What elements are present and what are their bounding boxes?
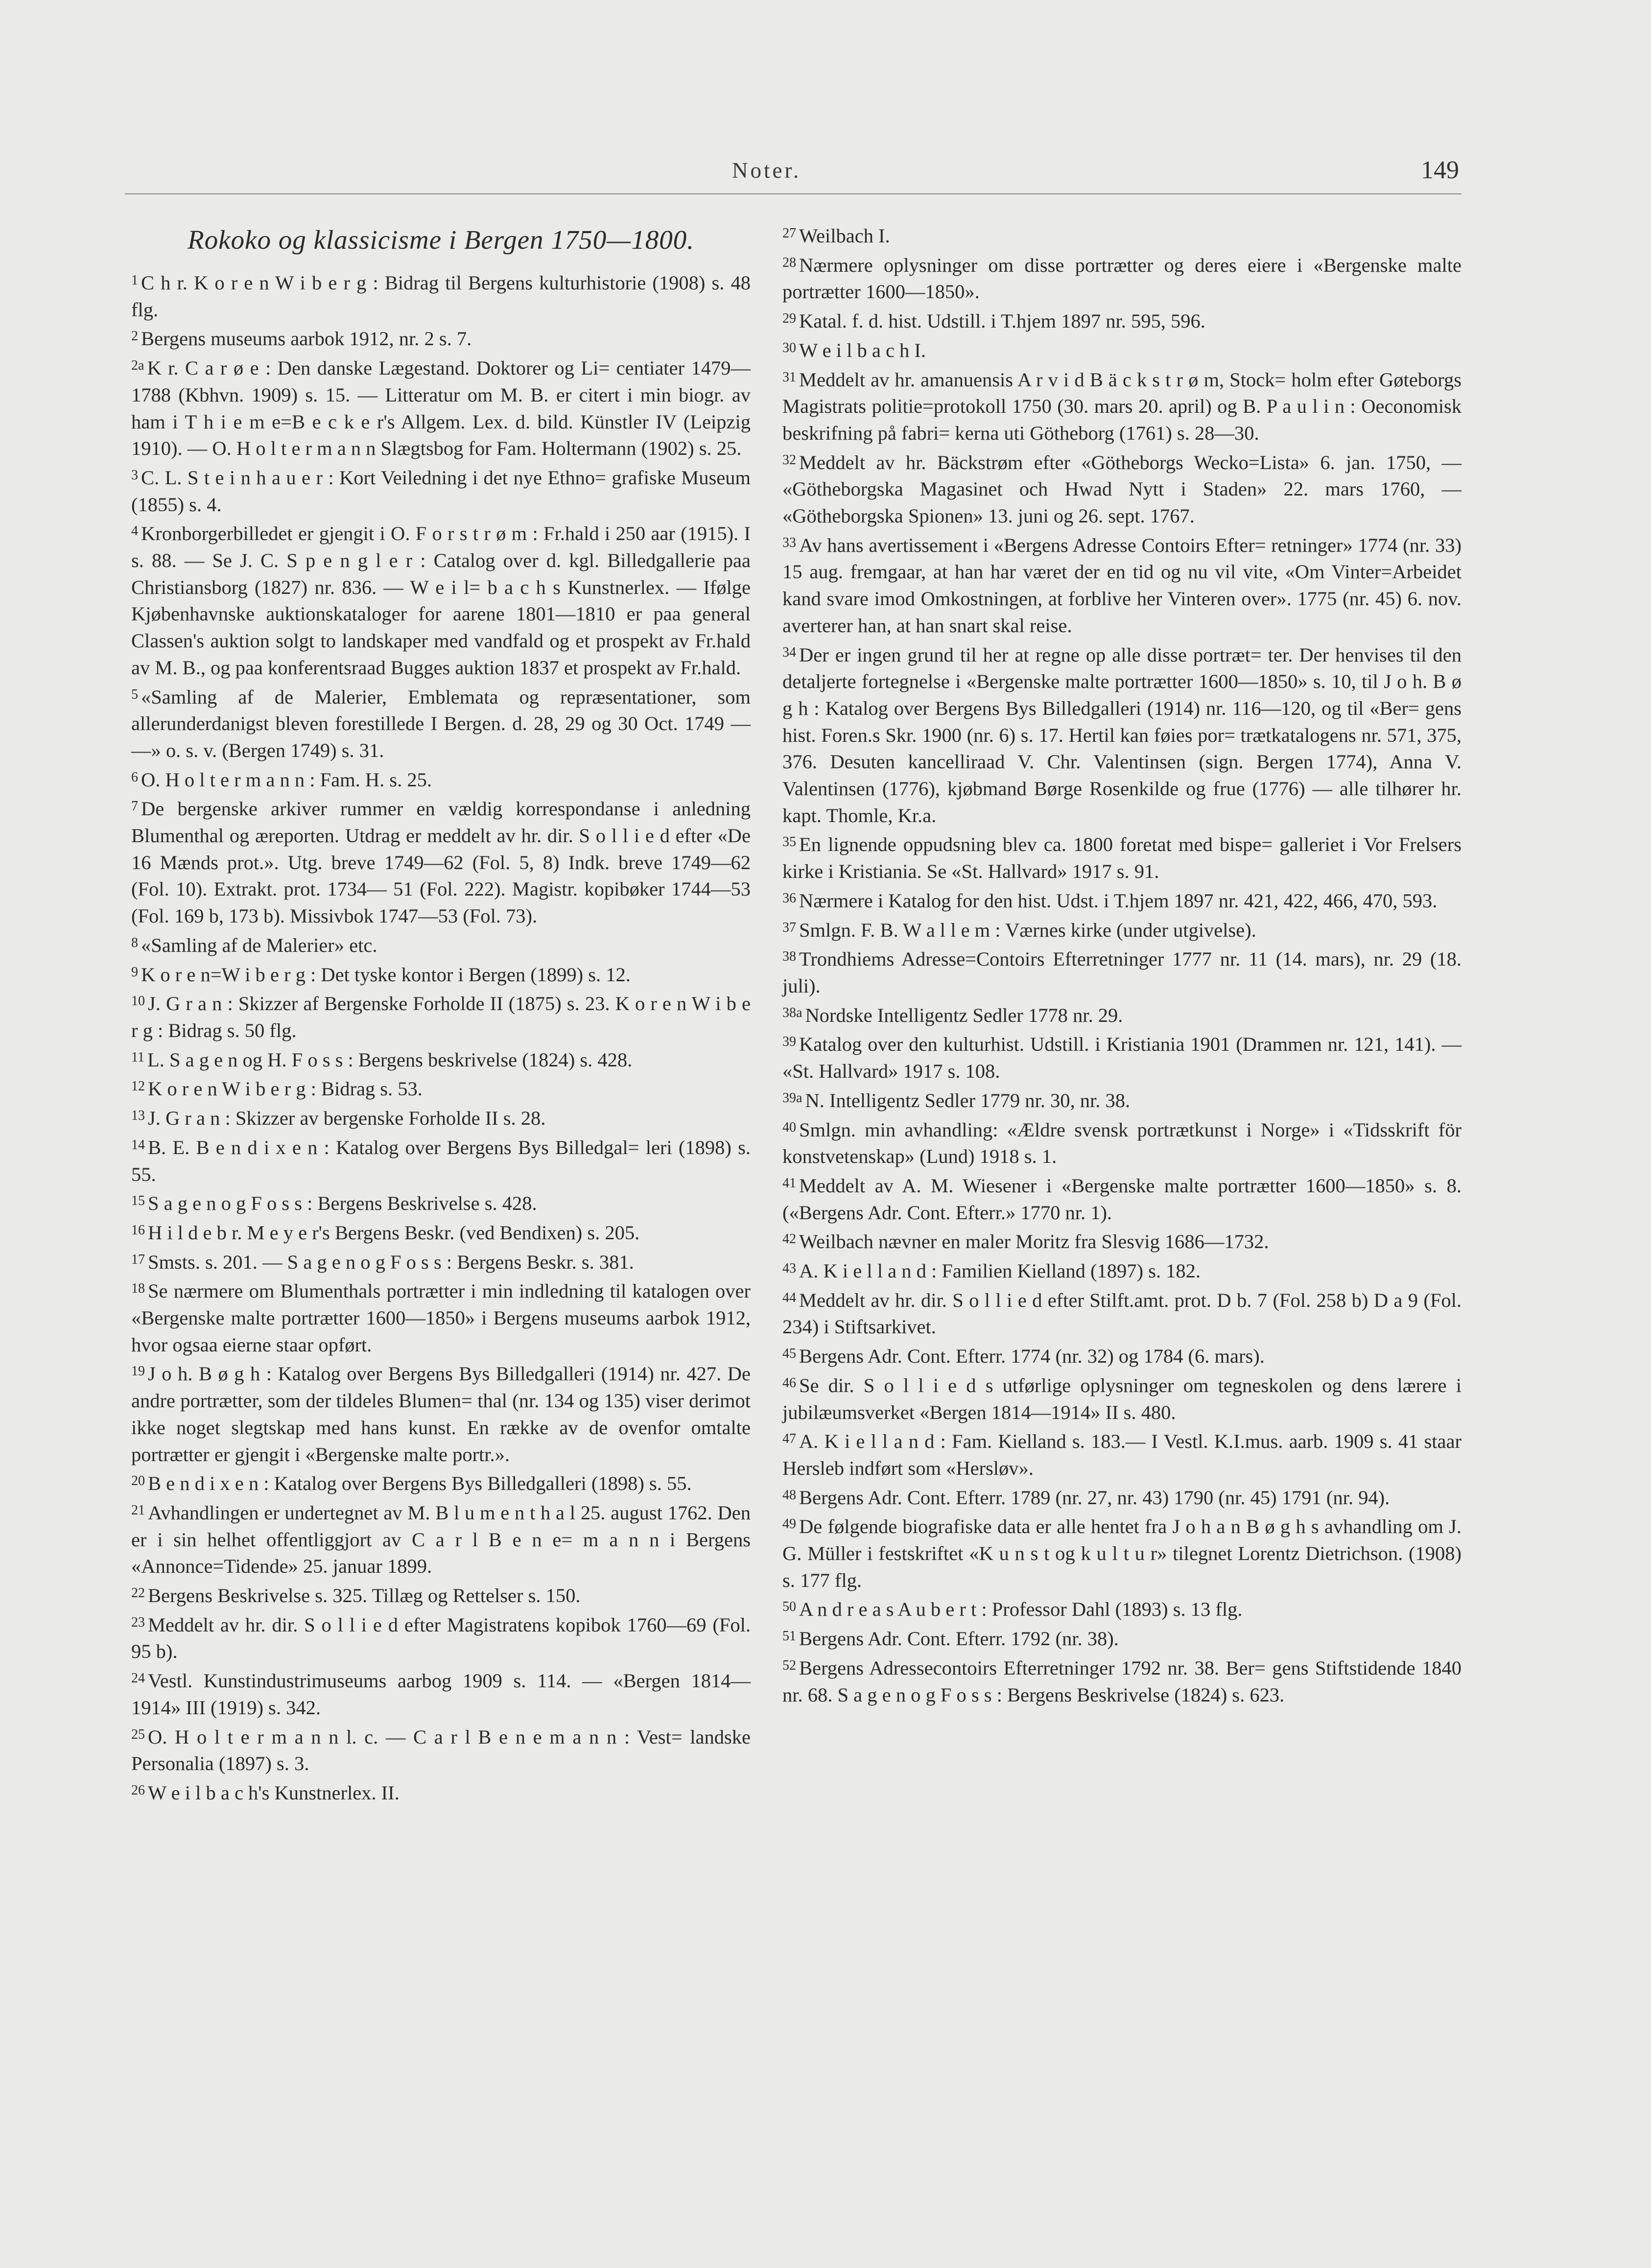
footnote-text: Kronborgerbilledet er gjengit i O. F o r s t r ø m : Fr.hald i 250 aar (1915). I s. 88. — Se J. C. S p e n g l e r : Catalog over d. kgl. Billedgallerie paa Christiansborg (1827) nr. 836. — W e i l= b a c h s Kunstnerlex. — Ifølge Kjøbenhavnske auktionskataloger for aarene 1801—1810 er paa general Classen's auktion solgt to landskaper med vandfald og et prospekt av Fr.hald av M. B., og paa konferentsraad Bugges auktion 1837 et prospekt av Fr.hald.: [131, 522, 751, 679]
page-number: 149: [1421, 156, 1459, 184]
footnote-text: C. L. S t e i n h a u e r : Kort Veiledning i det nye Ethno= grafiske Museum (1855) s. 4.: [131, 466, 751, 516]
footnote-number: 33: [782, 535, 796, 550]
footnote: [782, 1285, 1462, 1341]
footnote-number: 39: [782, 1034, 796, 1050]
footnote-text: Bergens Adr. Cont. Efterr. 1774 (nr. 32) og 1784 (6. mars).: [799, 1345, 1265, 1368]
footnote-number: 13: [131, 1108, 145, 1124]
footnote: [131, 930, 751, 959]
footnote: [782, 364, 1462, 447]
right-column: [782, 220, 1462, 1708]
footnote-text: K o r e n=W i b e r g : Det tyske kontor i Bergen (1899) s. 12.: [141, 963, 631, 986]
footnote-number: 36: [782, 890, 796, 906]
footnote-text: Bergens museums aarbok 1912, nr. 2 s. 7.: [141, 328, 472, 350]
footnote: [782, 335, 1462, 364]
footnote-text: B. E. B e n d i x e n : Katalog over Bergens Bys Billedgal= leri (1898) s. 55.: [131, 1136, 751, 1185]
footnote-text: Meddelt av hr. amanuensis A r v i d B ä c k s t r ø m, Stock= holm efter Gøteborgs Magistrats politie=protokoll 1750 (30. mars 20. april) og B. P a u l i n : Oeconomisk beskrifning på fabri= kerna uti Götheborg (1761) s. 28—30.: [782, 368, 1462, 444]
footnote-number: 28: [782, 255, 796, 270]
footnote: [782, 1482, 1462, 1512]
footnote: [782, 1511, 1462, 1594]
footnote-number: 42: [782, 1231, 796, 1247]
footnote: [782, 447, 1462, 530]
footnote-number: 39a: [782, 1090, 802, 1106]
footnote: [782, 250, 1462, 306]
footnote-text: J. G r a n : Skizzer af Bergenske Forholde II (1875) s. 23. K o r e n W i b e r g : Bidrag s. 50 flg.: [131, 992, 751, 1041]
footnote: [782, 829, 1462, 885]
footnote-number: 37: [782, 920, 796, 935]
footnote-text: Weilbach nævner en maler Moritz fra Slesvig 1686—1732.: [799, 1230, 1269, 1253]
footnote-number: 4: [131, 523, 138, 539]
footnote: [782, 944, 1462, 999]
footnote-number: 12: [131, 1079, 145, 1094]
footnote: [782, 1000, 1462, 1029]
footnote: [131, 1665, 751, 1721]
footnote-number: 25: [131, 1726, 145, 1742]
footnote-text: Meddelt av hr. dir. S o l l i e d efter Magistratens kopibok 1760—69 (Fol. 95 b).: [131, 1613, 751, 1663]
footnote-text: De følgende biografiske data er alle hentet fra J o h a n B ø g h s avhandling om J. G. Müller i festskriftet «K u n s t og k u l t u r» tilegnet Lorentz Dietrichson. (1908) s. 177 flg.: [782, 1515, 1462, 1591]
footnote-number: 48: [782, 1487, 796, 1503]
footnote-number: 23: [131, 1614, 145, 1630]
footnote-text: Nærmere oplysninger om disse portrætter og deres eiere i «Bergenske malte portrætter 1600—1850».: [782, 254, 1462, 303]
footnote-number: 38: [782, 949, 796, 965]
footnote: [782, 1370, 1462, 1426]
footnote-text: Trondhiems Adresse=Contoirs Efterretninger 1777 nr. 11 (14. mars), nr. 29 (18. juli).: [782, 948, 1462, 997]
footnote-number: 34: [782, 644, 796, 660]
footnote-text: J o h. B ø g h : Katalog over Bergens Bys Billedgalleri (1914) nr. 427. De andre portrætter, som der tildeles Blumen= thal (nr. 134 og 135) viser derimot ikke noget slegtskap med hans kunst. En række av de ovenfor omtalte portrætter er gjengit i «Bergenske malte portr.».: [131, 1363, 751, 1465]
footnote-text: C h r. K o r e n W i b e r g : Bidrag til Bergens kulturhistorie (1908) s. 48 flg.: [131, 272, 751, 321]
footnote-text: W e i l b a c h I.: [799, 339, 926, 361]
footnote-text: H i l d e b r. M e y e r's Bergens Beskr. (ved Bendixen) s. 205.: [148, 1221, 640, 1244]
footnote: [782, 1085, 1462, 1114]
footnote: [131, 1276, 751, 1358]
running-head: Noter.: [732, 158, 802, 183]
footnote-number: 29: [782, 311, 796, 327]
footnote: [131, 323, 751, 353]
footnote-text: Se nærmere om Blumenthals portrætter i min indledning til katalogen over «Bergenske malte portrætter 1600—1850» i Bergens museums aarbok 1912, hvor ogsaa eierne staar opført.: [131, 1280, 751, 1356]
footnote-number: 1: [131, 273, 138, 288]
footnote-number: 10: [131, 993, 145, 1009]
footnote-number: 26: [131, 1782, 145, 1798]
footnote-number: 15: [131, 1193, 145, 1209]
left-column: [131, 220, 751, 1807]
footnote-text: Avhandlingen er undertegnet av M. B l u m e n t h a l 25. august 1762. Den er i sin helhet offentliggjort av C a r l B e n e= m a n n i Bergens «Annonce=Tidende» 25. januar 1899.: [131, 1501, 751, 1578]
footnote-text: Av hans avertissement i «Bergens Adresse Contoirs Efter= retninger» 1774 (nr. 33) 15 aug. fremgaar, at han har været der en tid og nu vil vite, «Om Vinter=Arbeidet kand svare imod Omkostningen, at forblive her Vinteren over». 1775 (nr. 45) 6. nov. averterer han, at han snart skal reise.: [782, 534, 1462, 637]
header-rule: [125, 193, 1462, 194]
footnote-number: 38a: [782, 1005, 802, 1020]
footnote-text: Bergens Adressecontoirs Efterretninger 1792 nr. 38. Ber= gens Stiftstidende 1840 nr. 68. S a g e n o g F o s s : Bergens Beskrivelse (1824) s. 623.: [782, 1656, 1462, 1706]
footnote-number: 51: [782, 1629, 796, 1644]
footnote-number: 52: [782, 1657, 796, 1673]
footnote-text: L. S a g e n og H. F o s s : Bergens beskrivelse (1824) s. 428.: [147, 1048, 633, 1071]
footnote-number: 17: [131, 1252, 145, 1267]
footnote-text: N. Intelligentz Sedler 1779 nr. 30, nr. 38.: [805, 1089, 1131, 1111]
footnote-text: Der er ingen grund til her at regne op alle disse portræt= ter. Der henvises til den detaljerte fortegnelse i «Bergenske malte portrætter 1600—1850» s. 10, til J o h. B ø g h : Katalog over Bergens Bys Billedgalleri (1914) nr. 116—120, og til «Ber= gens hist. Foren.s Skr. 1900 (nr. 6) s. 17. Hertil kan føies por= trætkatalogens nr. 571, 375, 376. Desuten kancelliraad V. Chr. Valentinsen (sign. Bergen 1774), Anna V. Valentinsen (1776), kjøbmand Børge Rosenkilde og frue (1776) — alle tilhører hr. kapt. Thomle, Kr.a.: [782, 643, 1462, 827]
footnote: [782, 530, 1462, 639]
footnote: [782, 885, 1462, 915]
footnote: [131, 1073, 751, 1103]
footnote: [782, 1029, 1462, 1085]
footnote: [131, 1468, 751, 1497]
footnote-number: 8: [131, 935, 138, 950]
footnote-text: Bergens Adr. Cont. Efterr. 1789 (nr. 27, nr. 43) 1790 (nr. 45) 1791 (nr. 94).: [799, 1486, 1390, 1509]
footnote-text: «Samling af de Malerier, Emblemata og repræsentationer, som allerunderdanigst bleven forestillede I Bergen. d. 28, 29 og 30 Oct. 1749 — —» o. s. v. (Bergen 1749) s. 31.: [131, 685, 751, 761]
footnote-number: 41: [782, 1175, 796, 1191]
footnote: [782, 1255, 1462, 1285]
footnote-number: 31: [782, 369, 796, 385]
footnote-text: Bergens Beskrivelse s. 325. Tillæg og Rettelser s. 150.: [148, 1584, 581, 1607]
footnote-number: 2: [131, 329, 138, 344]
footnote-number: 40: [782, 1119, 796, 1135]
footnote-number: 19: [131, 1364, 145, 1379]
footnote-number: 49: [782, 1516, 796, 1532]
footnote: [782, 639, 1462, 829]
footnote-text: Nærmere i Katalog for den hist. Udst. i T.hjem 1897 nr. 421, 422, 466, 470, 593.: [799, 889, 1438, 912]
footnote-text: Katal. f. d. hist. Udstill. i T.hjem 1897 nr. 595, 596.: [799, 310, 1205, 332]
footnote-text: Meddelt av hr. dir. S o l l i e d efter Stilft.amt. prot. D b. 7 (Fol. 258 b) D a 9 (Fol. 234) i Stiftsarkivet.: [782, 1289, 1462, 1338]
footnote-text: Se dir. S o l l i e d s utførlige oplysninger om tegneskolen og dens lærere i jubilæumsverket «Bergen 1814—1914» II s. 480.: [782, 1374, 1462, 1423]
footnote-text: Nordske Intelligentz Sedler 1778 nr. 29.: [805, 1004, 1123, 1026]
footnote: [782, 220, 1462, 250]
footnote: [782, 1594, 1462, 1623]
footnote: [131, 267, 751, 323]
footnote: [782, 1623, 1462, 1653]
footnote: [131, 353, 751, 462]
footnote: [131, 1358, 751, 1468]
footnote-text: Meddelt av A. M. Wiesener i «Bergenske malte portrætter 1600—1850» s. 8. («Bergens Adr. Cont. Efterr.» 1770 nr. 1).: [782, 1174, 1462, 1224]
footnote-text: A. K i e l l a n d : Fam. Kielland s. 183.— I Vestl. K.I.mus. aarb. 1909 s. 41 staar Hersleb indført som «Hersløv».: [782, 1430, 1462, 1479]
footnote: [782, 306, 1462, 335]
footnote-text: A. K i e l l a n d : Familien Kielland (1897) s. 182.: [799, 1260, 1201, 1282]
footnote: [131, 1132, 751, 1188]
footnote-number: 11: [131, 1049, 144, 1065]
footnote-number: 32: [782, 452, 796, 468]
footnote-text: K o r e n W i b e r g : Bidrag s. 53.: [148, 1078, 423, 1100]
footnote-number: 18: [131, 1281, 145, 1297]
footnote-number: 2a: [131, 358, 144, 374]
footnote: [782, 1170, 1462, 1226]
footnote-text: J. G r a n : Skizzer av bergenske Forholde II s. 28.: [148, 1107, 546, 1130]
footnote: [782, 1341, 1462, 1370]
footnote-number: 43: [782, 1261, 796, 1276]
section-title: Rokoko og klassicisme i Bergen 1750—1800.: [188, 225, 694, 255]
footnote-text: Meddelt av hr. Bäckstrøm efter «Götheborgs Wecko=Lista» 6. jan. 1750, — «Götheborgska Magasinet och Hwad Nytt i Staden» 22. mars 1760, — «Götheborgska Spionen» 13. juni og 26. sept. 1767.: [782, 451, 1462, 527]
footnote-number: 47: [782, 1431, 796, 1447]
footnote: [131, 1777, 751, 1807]
footnote: [131, 1722, 751, 1777]
footnote-number: 30: [782, 340, 796, 355]
footnote-text: Smlgn. min avhandling: «Ældre svensk portrætkunst i Norge» i «Tidsskrift för konstvetenskap» (Lund) 1918 s. 1.: [782, 1118, 1462, 1168]
footnote: [131, 682, 751, 764]
footnote: [131, 1217, 751, 1247]
footnote: [782, 1226, 1462, 1255]
footnote: [782, 1114, 1462, 1170]
footnote: [131, 793, 751, 930]
footnote-number: 44: [782, 1290, 796, 1305]
footnote-number: 46: [782, 1375, 796, 1391]
footnote-number: 45: [782, 1346, 796, 1362]
footnote-number: 3: [131, 467, 138, 483]
footnote: [131, 1044, 751, 1074]
footnote-number: 22: [131, 1585, 145, 1601]
footnote-text: Vestl. Kunstindustrimuseums aarbog 1909 s. 114. — «Bergen 1814—1914» III (1919) s. 342.: [131, 1670, 751, 1719]
footnote-number: 7: [131, 799, 138, 814]
footnote-text: W e i l b a c h's Kunstnerlex. II.: [148, 1781, 400, 1804]
footnote-number: 24: [131, 1671, 145, 1686]
footnote-text: O. H o l t e r m a n n : Fam. H. s. 25.: [141, 768, 432, 791]
footnote-number: 6: [131, 769, 138, 785]
footnote-text: Katalog over den kulturhist. Udstill. i Kristiania 1901 (Drammen nr. 121, 141). — «St. Hallvard» 1917 s. 108.: [782, 1033, 1462, 1083]
footnote-number: 16: [131, 1222, 145, 1238]
footnote-number: 50: [782, 1599, 796, 1615]
footnote-text: Bergens Adr. Cont. Efterr. 1792 (nr. 38).: [799, 1628, 1119, 1650]
footnote: [131, 1609, 751, 1665]
footnote-text: De bergenske arkiver rummer en vældig korrespondanse i anledning Blumenthal og æreporten. Utdrag er meddelt av hr. dir. S o l l i e d efter «De 16 Mænds prot.». Utg. breve 1749—62 (Fol. 5, 8) Indk. breve 1749—62 (Fol. 10). Extrakt. prot. 1734— 51 (Fol. 222). Magistr. kopibøker 1744—53 (Fol. 169 b, 173 b). Missivbok 1747—53 (Fol. 73).: [131, 798, 751, 927]
footnote-number: 21: [131, 1502, 145, 1518]
footnote-text: Smlgn. F. B. W a l l e m : Værnes kirke (under utgivelse).: [799, 919, 1256, 941]
footnote: [131, 462, 751, 518]
footnote: [782, 1653, 1462, 1708]
footnote: [131, 764, 751, 794]
footnote-text: S a g e n o g F o s s : Bergens Beskrivelse s. 428.: [148, 1192, 537, 1215]
footnote-number: 5: [131, 686, 138, 702]
footnote-text: B e n d i x e n : Katalog over Bergens Bys Billedgalleri (1898) s. 55.: [148, 1472, 692, 1495]
footnote: [782, 915, 1462, 944]
footnote-text: A n d r e a s A u b e r t : Professor Dahl (1893) s. 13 flg.: [799, 1598, 1243, 1621]
footnote-number: 35: [782, 834, 796, 850]
footnote: [131, 959, 751, 989]
footnote: [131, 1188, 751, 1217]
footnote-text: «Samling af de Malerier» etc.: [141, 934, 377, 956]
footnote-text: O. H o l t e r m a n n l. c. — C a r l B e n e m a n n : Vest= landske Personalia (1897) s. 3.: [131, 1725, 751, 1775]
footnote: [131, 518, 751, 681]
footnote-text: K r. C a r ø e : Den danske Lægestand. Doktorer og Li= centiater 1479—1788 (Kbhvn. 1909) s. 15. — Litteratur om M. B. er citert i min biogr. av ham i T h i e m e=B e c k e r's Allgem. Lex. d. bild. Künstler IV (Leipzig 1910). — O. H o l t e r m a n n Slægtsbog for Fam. Holtermann (1902) s. 25.: [131, 357, 751, 460]
footnote: [131, 1497, 751, 1580]
footnote-number: 9: [131, 964, 138, 980]
footnote-text: Smsts. s. 201. — S a g e n o g F o s s : Bergens Beskr. s. 381.: [148, 1251, 634, 1273]
footnote: [131, 988, 751, 1044]
footnote: [131, 1580, 751, 1609]
footnote: [131, 1103, 751, 1132]
footnote-number: 20: [131, 1473, 145, 1489]
footnote: [131, 1247, 751, 1276]
footnote: [782, 1426, 1462, 1482]
footnote-number: 14: [131, 1137, 145, 1153]
footnote-text: En lignende oppudsning blev ca. 1800 foretat med bispe= galleriet i Vor Frelsers kirke i Kristiania. Se «St. Hallvard» 1917 s. 91.: [782, 833, 1462, 883]
footnote-text: Weilbach I.: [799, 225, 890, 247]
footnote-number: 27: [782, 226, 796, 241]
